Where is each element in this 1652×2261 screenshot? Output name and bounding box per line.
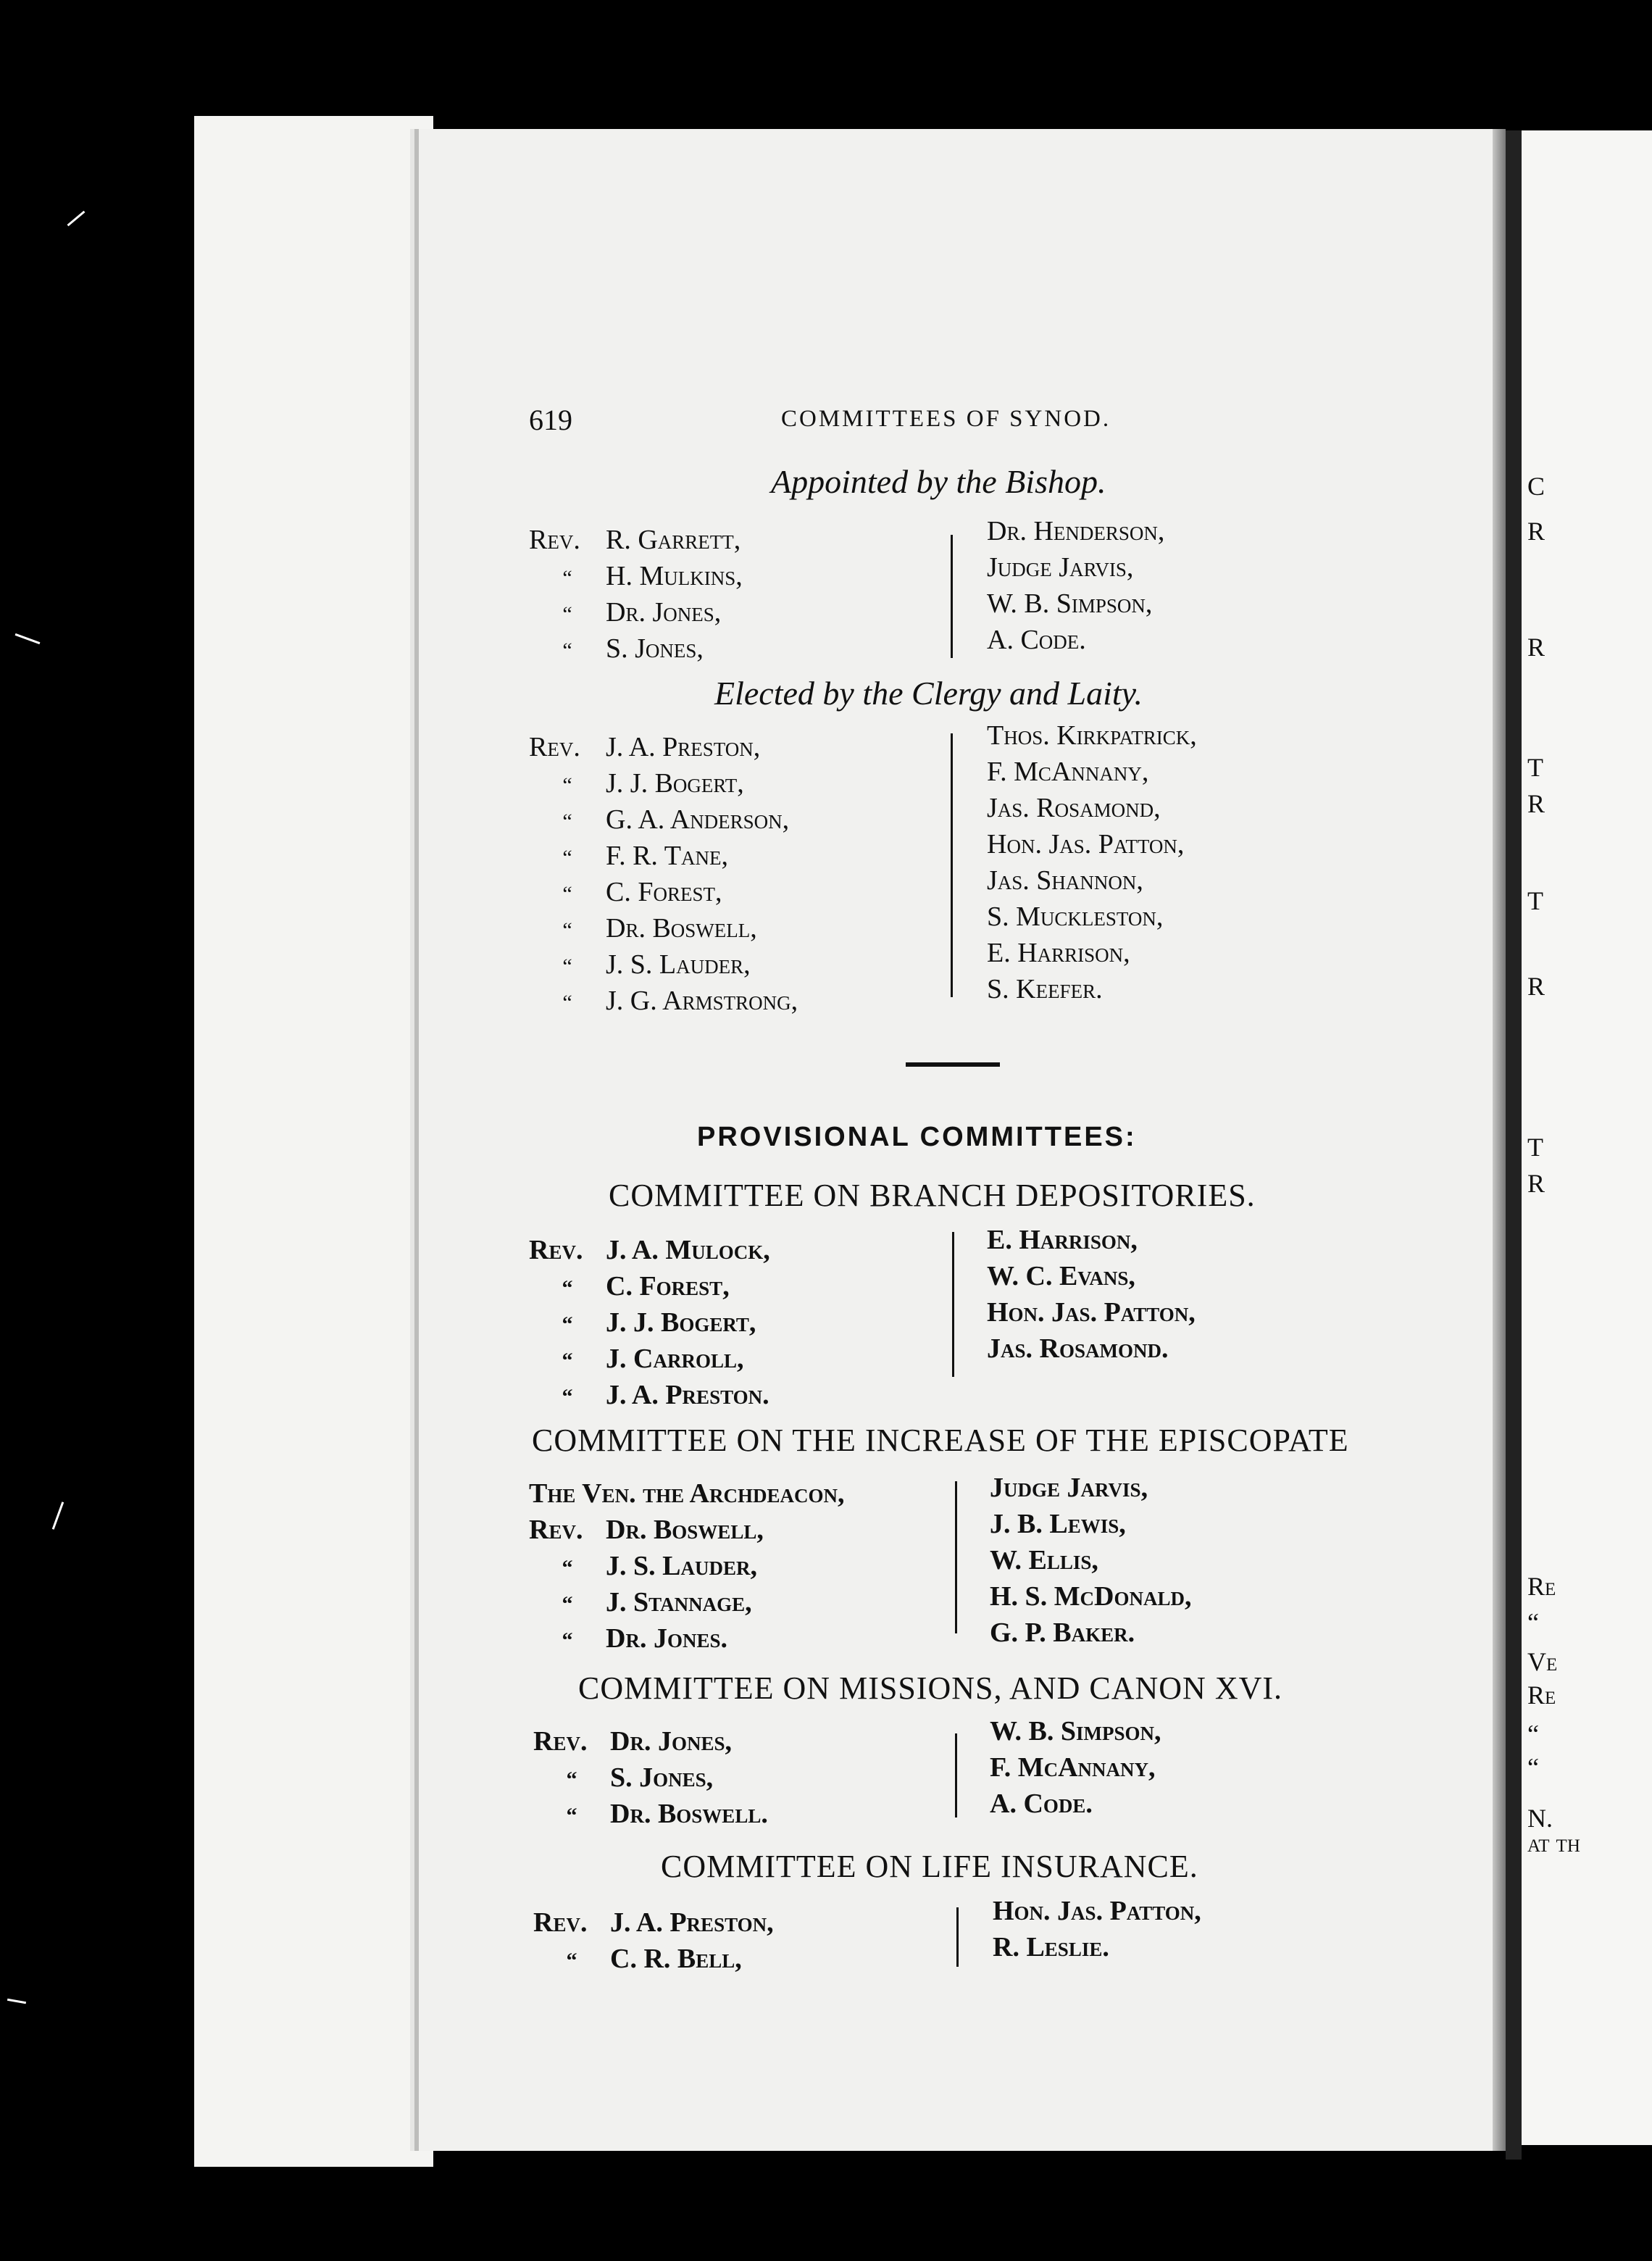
member-name: C. R. Bell,: [610, 1944, 742, 1974]
column-divider: [956, 1907, 959, 1967]
member-entry: [529, 1512, 845, 1548]
branch-clergy-list: [529, 1232, 770, 1413]
facing-page-fragment: R: [1527, 972, 1545, 1001]
facing-page-fragment: T: [1527, 886, 1543, 915]
member-entry: [533, 1760, 768, 1796]
member-entry: [533, 1796, 768, 1832]
member-name: Thos. Kirkpatrick,: [987, 720, 1197, 751]
ditto-mark: “: [562, 809, 572, 833]
facing-page-fragment: T: [1527, 1133, 1543, 1162]
ditto-mark: “: [562, 773, 572, 797]
member-entry: [529, 594, 743, 630]
member-name: G. P. Baker.: [990, 1617, 1135, 1648]
member-name: G. A. Anderson,: [606, 804, 790, 835]
member-entry: [533, 1941, 774, 1977]
facing-page-fragment: T: [1527, 753, 1543, 782]
member-entry: [529, 1268, 770, 1304]
member-entry: [529, 729, 798, 765]
page-edge-shadow: [1493, 129, 1506, 2151]
member-entry: [529, 1475, 845, 1512]
member-entry: [533, 1904, 774, 1941]
member-name: J. A. Preston.: [606, 1380, 769, 1410]
member-entry: [529, 765, 798, 801]
member-name: Judge Jarvis,: [990, 1473, 1148, 1503]
member-name: H. S. McDonald,: [990, 1581, 1192, 1612]
ditto-mark: “: [562, 918, 572, 942]
member-name: R. Garrett,: [606, 525, 741, 555]
missions-heading: COMMITTEE ON MISSIONS, AND CANON XVI.: [578, 1670, 1283, 1706]
life-insurance-laity-list: [993, 1893, 1201, 1965]
member-name: J. J. Bogert,: [606, 1307, 756, 1338]
member-entry: [529, 874, 798, 910]
scan-speck: [52, 1502, 64, 1530]
facing-page-fragment: Re: [1527, 1572, 1556, 1601]
facing-page-fragment: R: [1527, 517, 1545, 546]
elected-laity-list: [987, 717, 1197, 1007]
member-name: S. Muckleston,: [987, 902, 1164, 932]
title-prefix: Rev.: [529, 1515, 583, 1545]
member-entry: [529, 1341, 770, 1377]
facing-page-fragment: “: [1527, 1608, 1539, 1637]
elected-heading: Elected by the Clergy and Laity.: [714, 675, 1143, 712]
member-name: J. A. Preston,: [606, 732, 761, 762]
facing-page-fragment: N.: [1527, 1804, 1553, 1833]
member-entry: [529, 1232, 770, 1268]
member-name: J. G. Armstrong,: [606, 986, 798, 1016]
scan-speck: [15, 633, 41, 644]
ditto-mark: “: [562, 1276, 573, 1300]
branch-depositories-heading: COMMITTEE ON BRANCH DEPOSITORIES.: [609, 1178, 1256, 1213]
episcopate-clergy-list: [529, 1475, 845, 1657]
member-name: W. B. Simpson,: [987, 588, 1153, 619]
member-entry: [529, 838, 798, 874]
ditto-mark: “: [562, 1628, 573, 1652]
elected-clergy-list: [529, 729, 798, 1019]
title-prefix: Rev.: [529, 1235, 583, 1265]
ditto-mark: “: [562, 846, 572, 870]
member-name: C. Forest,: [606, 877, 722, 907]
branch-laity-list: [987, 1222, 1196, 1367]
member-name: J. J. Bogert,: [606, 768, 744, 799]
scan-speck: [67, 211, 85, 227]
member-name: Judge Jarvis,: [987, 552, 1134, 583]
member-name: Dr. Boswell,: [606, 913, 757, 944]
member-name: E. Harrison,: [987, 938, 1130, 968]
column-divider: [952, 1232, 954, 1377]
member-name: Jas. Shannon,: [987, 865, 1143, 896]
ditto-mark: “: [566, 1949, 577, 1973]
member-name: J. A. Mulock,: [606, 1235, 770, 1265]
facing-page-fragment: C: [1527, 472, 1545, 501]
page-number: 619: [529, 404, 572, 436]
ditto-mark: “: [562, 566, 572, 590]
facing-page-fragment: R: [1527, 633, 1545, 662]
ditto-mark: “: [562, 1312, 573, 1336]
ditto-mark: “: [562, 1385, 573, 1409]
member-name: Jas. Rosamond.: [987, 1333, 1169, 1364]
ditto-mark: “: [562, 991, 572, 1015]
book-gutter: [1506, 130, 1522, 2160]
member-entry: [529, 1620, 845, 1657]
member-name: Hon. Jas. Patton,: [987, 829, 1185, 859]
facing-page-fragment: R: [1527, 1169, 1545, 1198]
column-divider: [955, 1733, 957, 1817]
member-name: Jas. Rosamond,: [987, 793, 1161, 823]
scan-margin: [194, 116, 433, 2167]
ditto-mark: “: [566, 1804, 577, 1828]
member-name: J. Stannage,: [606, 1587, 752, 1617]
facing-page-fragment: R: [1527, 789, 1545, 818]
member-entry: [529, 946, 798, 983]
facing-page-fragment: Re: [1527, 1681, 1556, 1710]
member-name: A. Code.: [990, 1789, 1093, 1819]
member-entry: [529, 1584, 845, 1620]
member-name: J. Carroll,: [606, 1344, 744, 1374]
missions-laity-list: [990, 1713, 1161, 1822]
appointed-heading: Appointed by the Bishop.: [771, 463, 1106, 500]
ditto-mark: “: [562, 602, 572, 626]
ditto-mark: “: [562, 882, 572, 906]
running-title: COMMITTEES OF SYNOD.: [781, 406, 1111, 432]
member-entry: [529, 522, 743, 558]
episcopate-laity-list: [990, 1470, 1192, 1651]
member-name: W. B. Simpson,: [990, 1716, 1161, 1746]
member-entry: [529, 558, 743, 594]
facing-page-fragment: “: [1527, 1753, 1539, 1782]
member-entry: [533, 1723, 768, 1760]
member-name: E. Harrison,: [987, 1225, 1138, 1255]
provisional-heading: PROVISIONAL COMMITTEES:: [697, 1122, 1137, 1152]
ditto-mark: “: [562, 1349, 573, 1373]
member-entry: [529, 1377, 770, 1413]
column-divider: [951, 733, 953, 997]
member-name: J. B. Lewis,: [990, 1509, 1126, 1539]
scan-speck: [7, 1999, 26, 2004]
appointed-laity-list: [987, 513, 1164, 658]
title-prefix: Rev.: [529, 525, 580, 555]
missions-clergy-list: [533, 1723, 768, 1832]
member-entry: [529, 1548, 845, 1584]
member-name: F. R. Tane,: [606, 841, 728, 871]
member-entry: [529, 630, 743, 667]
ditto-mark: “: [562, 954, 572, 978]
life-insurance-clergy-list: [533, 1904, 774, 1977]
member-name: J. S. Lauder,: [606, 949, 751, 980]
member-name: Hon. Jas. Patton,: [987, 1297, 1196, 1328]
ditto-mark: “: [562, 1592, 573, 1616]
member-name: C. Forest,: [606, 1271, 730, 1302]
member-name: F. McAnnany,: [987, 757, 1149, 787]
life-insurance-heading: COMMITTEE ON LIFE INSURANCE.: [661, 1849, 1198, 1884]
member-name: W. C. Evans,: [987, 1261, 1135, 1291]
facing-page-fragment: at th: [1527, 1828, 1580, 1857]
member-name: Dr. Jones,: [610, 1726, 732, 1757]
member-name: S. Keefer.: [987, 974, 1103, 1004]
member-name: Dr. Jones.: [606, 1623, 727, 1654]
facing-page-fragment: “: [1527, 1720, 1539, 1749]
appointed-clergy-list: [529, 522, 743, 667]
member-name: Dr. Henderson,: [987, 516, 1165, 546]
title-prefix: Rev.: [529, 732, 580, 762]
member-entry: [529, 983, 798, 1019]
ditto-mark: “: [562, 638, 572, 662]
ditto-mark: “: [566, 1767, 577, 1791]
member-entry: [529, 1304, 770, 1341]
episcopate-heading: COMMITTEE ON THE INCREASE OF THE EPISCOPATE: [532, 1423, 1349, 1458]
title-prefix: Rev.: [533, 1726, 588, 1757]
column-divider: [951, 535, 953, 658]
member-name: A. Code.: [987, 625, 1086, 655]
column-divider: [955, 1481, 957, 1633]
member-name: R. Leslie.: [993, 1932, 1109, 1962]
member-name: S. Jones,: [606, 633, 704, 664]
facing-page-fragment: Ve: [1527, 1647, 1558, 1676]
member-name: J. S. Lauder,: [606, 1551, 757, 1581]
section-rule: [906, 1062, 1000, 1067]
ditto-mark: “: [562, 1556, 573, 1580]
member-name: J. A. Preston,: [610, 1907, 774, 1938]
member-name: Hon. Jas. Patton,: [993, 1896, 1201, 1926]
member-name: H. Mulkins,: [606, 561, 743, 591]
member-name: Dr. Boswell.: [610, 1799, 768, 1829]
member-entry: [529, 910, 798, 946]
member-name: Dr. Jones,: [606, 597, 722, 628]
member-name: W. Ellis,: [990, 1545, 1098, 1575]
title-prefix: Rev.: [533, 1907, 588, 1938]
member-name: Dr. Boswell,: [606, 1515, 764, 1545]
member-entry: [529, 801, 798, 838]
member-name: F. McAnnany,: [990, 1752, 1156, 1783]
member-name: The Ven. the Archdeacon,: [529, 1478, 845, 1509]
member-name: S. Jones,: [610, 1762, 714, 1793]
